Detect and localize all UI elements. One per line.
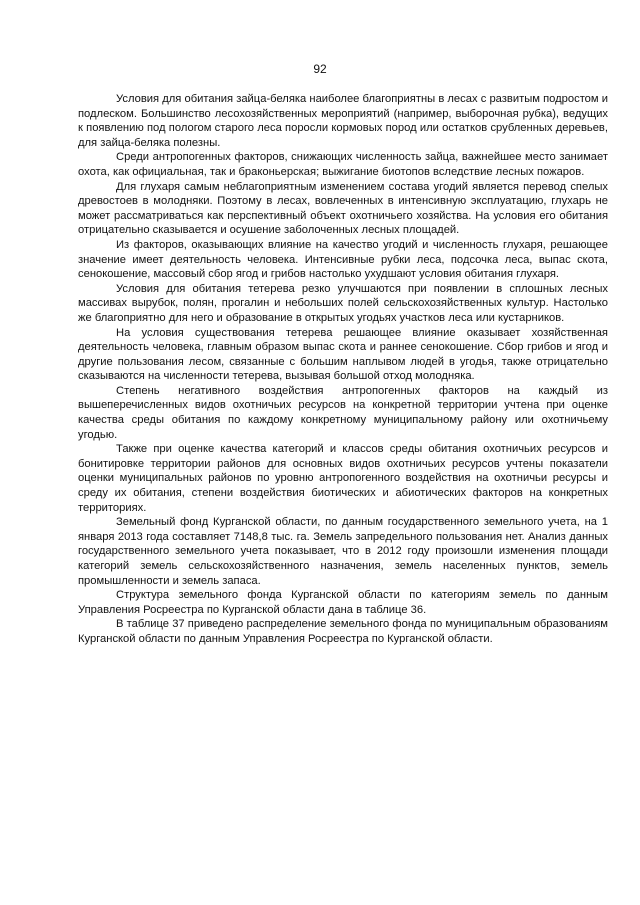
paragraph: Условия для обитания тетерева резко улучшаются при появлении в сплошных лесных массивах вырубок, полян, прогалин и небольших полей сельскохозяйственных культур. Настолько же благоприятно для него и образование в открытых угодьях участков леса или кустарников. (78, 282, 608, 324)
paragraph: На условия существования тетерева решающее влияние оказывает хозяйственная деятельность человека, главным образом выпас скота и раннее сенокошение. Сбор грибов и ягод и другие пользования лесом, связанные с большим наплывом людей в угодья, также отрицательно сказываются на численности тетерева, вызывая большой отход молодняка. (78, 326, 608, 383)
paragraph: Условия для обитания зайца-беляка наиболее благоприятны в лесах с развитым подростом и подлеском. Большинство лесохозяйственных мероприятий (например, выборочная рубка), ведущих к появлению под пологом старого леса поросли кормовых пород или остатков срубленных деревьев, для зайца-беляка полезны. (78, 93, 608, 149)
paragraph: Структура земельного фонда Курганской области по категориям земель по данным Управления Росреестра по Курганской области дана в таблице 36. (78, 589, 608, 616)
paragraph: Также при оценке качества категорий и классов среды обитания охотничьих ресурсов и бонитировке территории районов для основных видов охотничьих ресурсов учтены показатели оценки муниципальных районов по уровню антропогенного воздействия на охотничьи ресурсы и среду их обитания, степени воздействия биотических и абиотических факторов на конкретных территориях. (78, 443, 608, 514)
page-number: 92 (313, 62, 327, 76)
document-body (78, 92, 608, 647)
paragraph: Для глухаря самым неблагоприятным изменением состава угодий является перевод спелых древостоев в молодняки. Поэтому в лесах, вовлеченных в интенсивную эксплуатацию, глухарь не может рассматриваться как перспективный объект охотничьего хозяйства. На условия его обитания отрицательно сказывается и осушение заболоченных лесных площадей. (78, 180, 608, 237)
paragraph: Из факторов, оказывающих влияние на качество угодий и численность глухаря, решающее значение имеет деятельность человека. Интенсивные рубки леса, подсочка леса, выпас скота, сенокошение, массовый сбор ягод и грибов настолько ухудшают условия обитания глухаря. (78, 238, 608, 281)
paragraph: Степень негативного воздействия антропогенных факторов на каждый из вышеперечисленных видов охотничьих ресурсов на конкретной территории учтена при оценке качества среды обитания по каждому конкретному муниципальному району или охотничьему угодью. (78, 384, 608, 441)
paragraph: Земельный фонд Курганской области, по данным государственного земельного учета, на 1 января 2013 года составляет 7148,8 тыс. га. Земель запрeдельного пользования нет. Анализ данных государственного земельного учета показывает, что в 2012 году произошли изменения площади категорий земель сельскохозяйственного назначения, земель населенных пунктов, земель промышленности и земель запаса. (78, 516, 608, 587)
paragraph: В таблице 37 приведено распределение земельного фонда по муниципальным образованиям Курганской области по данным Управления Росреестра по Курганской области. (78, 618, 608, 645)
paragraph: Среди антропогенных факторов, снижающих численность зайца, важнейшее место занимает охота, как официальная, так и браконьерская; выжигание биотопов вследствие лесных пожаров. (78, 151, 608, 178)
